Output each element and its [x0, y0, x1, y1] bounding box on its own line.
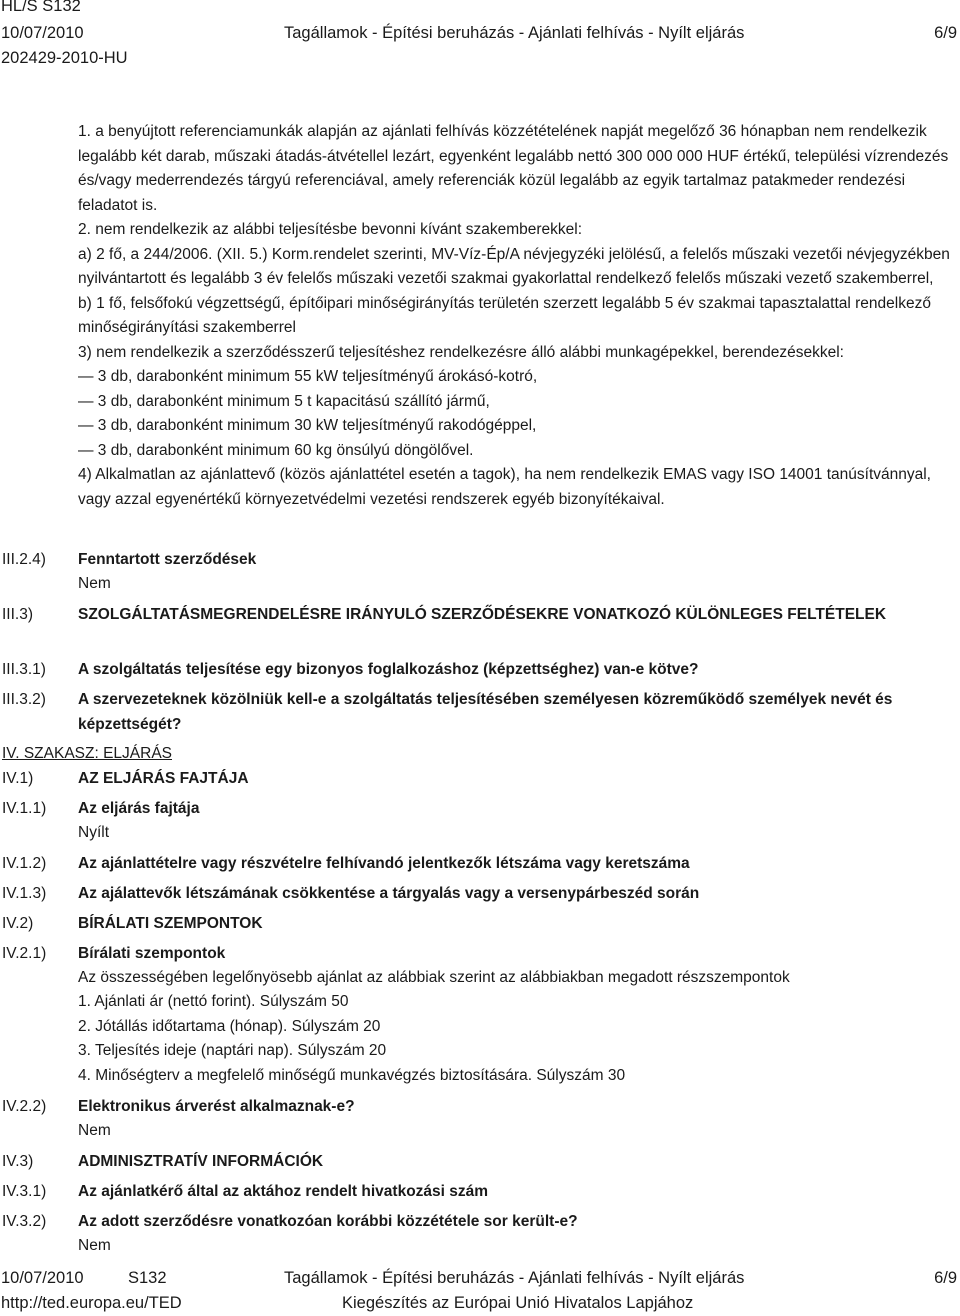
section-title: BÍRÁLATI SZEMPONTOK — [78, 915, 263, 932]
paragraph: a) 2 fő, a 244/2006. (XII. 5.) Korm.rendelet szerinti, MV-Víz-Ép/A névjegyzéki jelölésű, a felelős műszaki vezetői névjegyzékben nyilvántartott és legalább 3 év felelős műszaki vezetői szakmai gyakorlattal rendelkező felelős műszaki vezető szakemberrel, — [78, 245, 950, 287]
criteria-intro: Az összességében legelőnyösebb ajánlat az alábbiak szerint az alábbiakban megadott részszempontok — [78, 969, 790, 986]
criteria-item: 2. Jótállás időtartama (hónap). Súlyszám 20 — [78, 1018, 381, 1035]
paragraph: 4) Alkalmatlan az ajánlattevő (közös ajánlattétel esetén a tagok), ha nem rendelkezik EMAS vagy ISO 14001 tanúsítvánnyal, vagy azzal egyenértékű környezetvédelmi vezetési rendszerek egyéb bizonyítékaival. — [78, 466, 931, 508]
footer-series: S132 — [128, 1269, 167, 1287]
section-number: IV.2) — [2, 915, 34, 932]
footer-date: 10/07/2010 — [1, 1269, 84, 1287]
section-number: IV.3) — [2, 1153, 34, 1170]
section-title: ADMINISZTRATÍV INFORMÁCIÓK — [78, 1153, 324, 1170]
header-title: Tagállamok - Építési beruházás - Ajánlati felhívás - Nyílt eljárás — [284, 24, 745, 42]
section-title: Az ajánlattételre vagy részvételre felhívandó jelentkezők létszáma vagy keretszáma — [78, 855, 690, 872]
dash-list-item: — 3 db, darabonként minimum 5 t kapacitású szállító jármű, — [78, 392, 490, 410]
section-number: IV.1.3) — [2, 885, 47, 902]
section-title: Elektronikus árverést alkalmaznak-e? — [78, 1098, 355, 1115]
section-value: Nyílt — [78, 824, 109, 841]
section-number: IV.2.1) — [2, 945, 47, 962]
section-value: Nem — [78, 1122, 111, 1139]
section-title: SZOLGÁLTATÁSMEGRENDELÉSRE IRÁNYULÓ SZERZŐDÉSEKRE VONATKOZÓ KÜLÖNLEGES FELTÉTELEK — [78, 606, 887, 623]
section-number: IV.1.1) — [2, 800, 47, 817]
paragraph: 3) nem rendelkezik a szerződésszerű teljesítéshez rendelkezésre álló alábbi munkagépekkel, berendezésekkel: — [78, 343, 844, 361]
document-body — [78, 120, 958, 512]
section-value: Nem — [78, 575, 111, 592]
paragraph: 1. a benyújtott referenciamunkák alapján az ajánlati felhívás közzétételének napját megelőző 36 hónapban nem rendelkezik legalább két darab, műszaki átadás-átvétellel lezárt, egyenként legalább nettó 300 000 000 HUF értékű, települési vízrendezés és/vagy mederrendezés tárgyú referenciával, amely referenciák közül legalább az egyik tartalmaz patakmeder rendezési feladatot is. — [78, 123, 949, 214]
footer-page-number: 6/9 — [934, 1269, 957, 1287]
section-title: A szervezeteknek közölniük kell-e a szolgáltatás teljesítésében személyesen közreműködő személyek nevét és képzettségét? — [78, 691, 893, 733]
section-title: Bírálati szempontok — [78, 945, 226, 962]
section-value: Nem — [78, 1237, 111, 1254]
section-title: Az ajánlatkérő által az aktához rendelt hivatkozási szám — [78, 1183, 489, 1200]
header-date: 10/07/2010 — [1, 24, 84, 42]
footer-supplement: Kiegészítés az Európai Unió Hivatalos Lapjához — [342, 1294, 694, 1312]
section-number: III.3.2) — [2, 691, 46, 708]
section-title: Az eljárás fajtája — [78, 800, 200, 817]
section-number: III.3) — [2, 606, 34, 623]
paragraph: 2. nem rendelkezik az alábbi teljesítésbe bevonni kívánt szakemberekkel: — [78, 221, 583, 238]
section-title: Az adott szerződésre vonatkozóan korábbi közzététele sor került-e? — [78, 1213, 578, 1230]
header-page-number: 6/9 — [934, 24, 957, 42]
section-number: IV.2.2) — [2, 1098, 47, 1115]
dash-list-item: — 3 db, darabonként minimum 60 kg önsúlyú döngölővel. — [78, 441, 474, 459]
section-number: IV.1) — [2, 770, 34, 787]
criteria-item: 4. Minőségterv a megfelelő minőségű munkavégzés biztosítására. Súlyszám 30 — [78, 1067, 626, 1084]
header-notice-id: 202429-2010-HU — [1, 49, 128, 67]
paragraph: b) 1 fő, felsőfokú végzettségű, építőipari minőségirányítás területén szerzett legalább 5 év szakmai tapasztalattal rendelkező minőségirányítási szakemberrel — [78, 294, 931, 336]
footer-title: Tagállamok - Építési beruházás - Ajánlati felhívás - Nyílt eljárás — [284, 1269, 745, 1287]
part-heading: IV. SZAKASZ: ELJÁRÁS — [2, 745, 172, 762]
footer-url-link[interactable]: http://ted.europa.eu/TED — [1, 1294, 182, 1312]
page-header — [0, 0, 960, 70]
section-title: A szolgáltatás teljesítése egy bizonyos foglalkozáshoz (képzettséghez) van-e kötve? — [78, 661, 699, 678]
section-number: IV.3.1) — [2, 1183, 47, 1200]
criteria-item: 3. Teljesítés ideje (naptári nap). Súlyszám 20 — [78, 1042, 387, 1059]
section-title: Az ajálattevők létszámának csökkentése a tárgyalás vagy a versenypárbeszéd során — [78, 885, 700, 902]
page-footer — [0, 1264, 960, 1311]
dash-list-item: — 3 db, darabonként minimum 30 kW teljesítményű rakodógéppel, — [78, 417, 537, 434]
section-title: Fenntartott szerződések — [78, 551, 257, 568]
criteria-item: 1. Ajánlati ár (nettó forint). Súlyszám 50 — [78, 993, 349, 1010]
section-number: IV.1.2) — [2, 855, 47, 872]
header-journal-ref: HL/S S132 — [1, 0, 81, 15]
section-number: III.2.4) — [2, 551, 46, 568]
section-number: III.3.1) — [2, 661, 46, 678]
dash-list-item: — 3 db, darabonként minimum 55 kW teljesítményű árokásó-kotró, — [78, 368, 538, 385]
section-title: AZ ELJÁRÁS FAJTÁJA — [78, 770, 249, 787]
section-number: IV.3.2) — [2, 1213, 47, 1230]
